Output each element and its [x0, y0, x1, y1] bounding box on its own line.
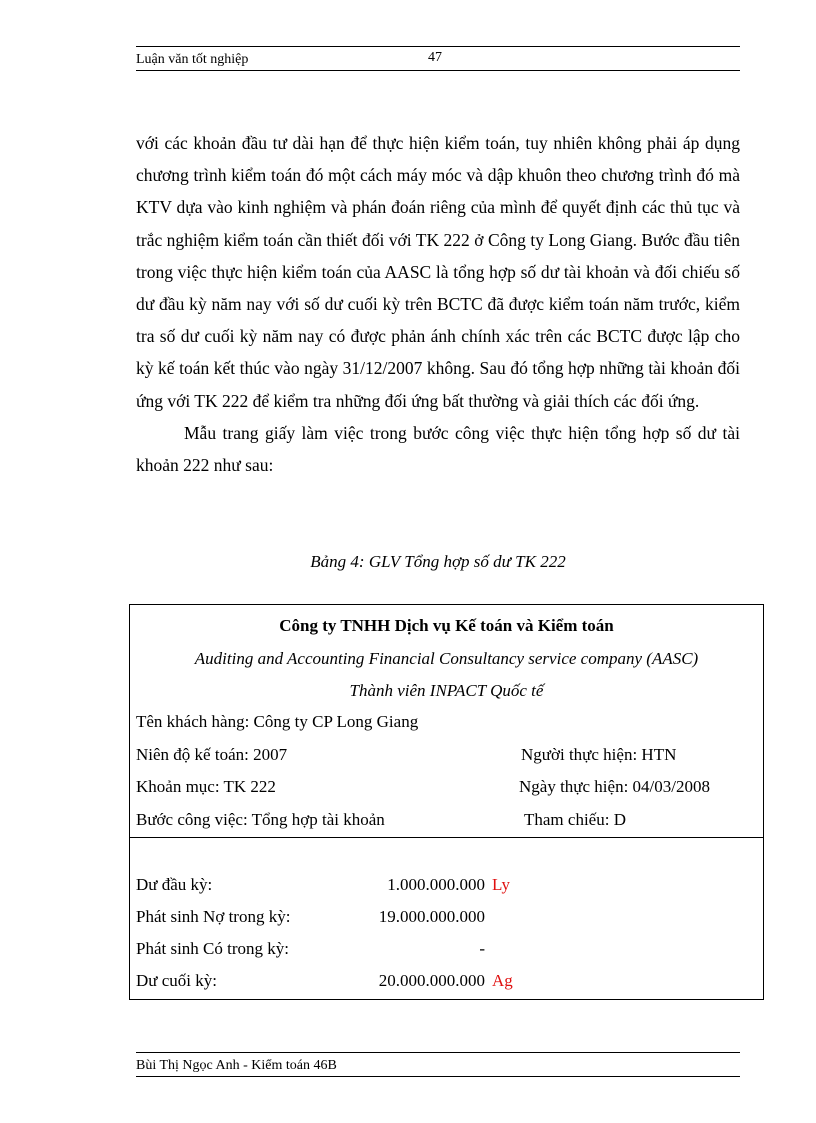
client-name: Tên khách hàng: Công ty CP Long Giang [136, 712, 419, 731]
account-item: Khoản mục: TK 222 [136, 777, 276, 796]
header-top-rule [136, 46, 740, 47]
work-step: Bước công việc: Tổng hợp tài khoản [136, 810, 385, 829]
company-name: Công ty TNHH Dịch vụ Kế toán và Kiểm toán [279, 616, 614, 635]
balance-row-value: 19.000.000.000 [378, 907, 485, 926]
footer-top-rule [136, 1052, 740, 1053]
fiscal-period: Niên độ kế toán: 2007 [136, 745, 288, 764]
balance-row-label: Phát sinh Nợ trong kỳ: [136, 907, 291, 926]
performer: Người thực hiện: HTN [521, 745, 677, 764]
reference: Tham chiếu: D [524, 810, 626, 829]
balance-row-label: Dư đầu kỳ: [136, 875, 213, 894]
balance-row-value: 1.000.000.000 [387, 875, 485, 894]
member-line: Thành viên INPACT Quốc tế [349, 681, 544, 700]
paragraph-2: Mẫu trang giấy làm việc trong bước công việc thực hiện tổng hợp số dư tài khoản 222 như sau: [136, 422, 740, 476]
box-separator [130, 837, 763, 838]
balance-row-label: Phát sinh Có trong kỳ: [136, 939, 290, 958]
paragraph-1: với các khoản đầu tư dài hạn để thực hiện kiểm toán, tuy nhiên không phải áp dụng chương trình kiểm toán đó một cách máy móc và dập khuôn theo chương trình đó mà KTV dựa vào kinh nghiệm và phán đoán riêng của mình để quyết định các thủ tục và trắc nghiệm kiểm toán cần thiết đối với TK 222 ở Công ty Long Giang. Bước đầu tiên trong việc thực hiện kiểm toán của AASC là tổng hợp số dư tài khoản và đối chiếu số dư đầu kỳ năm nay với số dư cuối kỳ trên BCTC đã được kiểm toán năm trước, kiểm tra số dư cuối kỳ năm nay có được phản ánh chính xác trên các BCTC được lập cho kỳ kế toán kết thúc vào ngày 31/12/2007 không. Sau đó tổng hợp những tài khoản đối ứng với TK 222 để kiểm tra những đối ứng bất thường và giải thích các đối ứng. [136, 133, 740, 411]
company-english-name: Auditing and Accounting Financial Consultancy service company (AASC) [194, 649, 699, 668]
balance-row-value: - [479, 939, 485, 958]
header-title: Luận văn tốt nghiệp [136, 52, 249, 67]
header-bottom-rule [136, 70, 740, 71]
footer-bottom-rule [136, 1076, 740, 1077]
working-paper [129, 604, 764, 1000]
balance-row-value: 20.000.000.000 [378, 971, 485, 990]
table-caption: Bảng 4: GLV Tổng hợp số dư TK 222 [310, 552, 566, 571]
tick-mark: Ag [492, 971, 513, 990]
body-text [136, 127, 740, 481]
performed-date: Ngày thực hiện: 04/03/2008 [519, 777, 710, 796]
page-number: 47 [428, 50, 442, 65]
tick-mark: Ly [492, 875, 510, 894]
footer-author: Bùi Thị Ngọc Anh - Kiểm toán 46B [136, 1058, 337, 1073]
balance-row-label: Dư cuối kỳ: [136, 971, 217, 990]
